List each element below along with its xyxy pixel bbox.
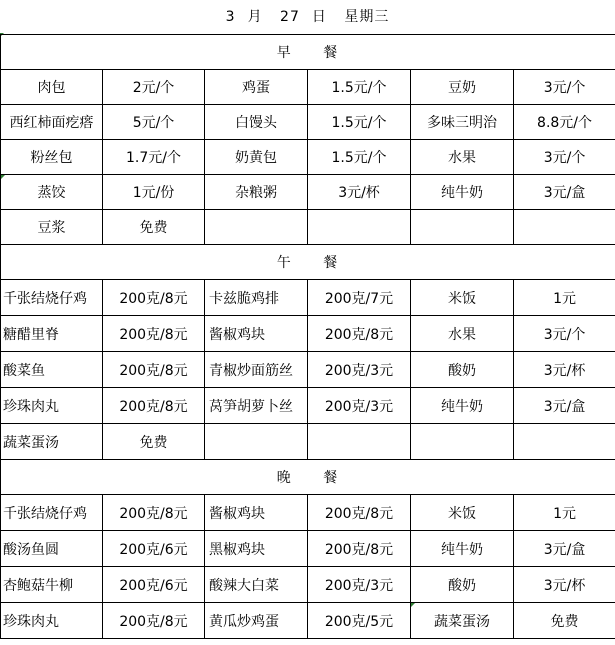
- dish-price: 3元/盒: [514, 388, 615, 424]
- dish-price: [514, 210, 615, 245]
- lunch-title: 午 餐: [1, 245, 615, 280]
- dish-price: [308, 210, 411, 245]
- menu-table: [0, 34, 615, 639]
- dish-name: 肉包: [1, 70, 103, 105]
- table-row: [1, 531, 615, 567]
- date-day-unit: 日: [311, 9, 327, 25]
- dish-price: 5元/个: [103, 105, 205, 140]
- cell-marker-icon: [1, 175, 5, 179]
- dish-name: 米饭: [411, 495, 514, 531]
- dish-price: 200克/8元: [103, 495, 205, 531]
- dish-name: 酸菜鱼: [1, 352, 103, 388]
- cell-marker-icon: [411, 603, 415, 607]
- dish-name: 酱椒鸡块: [205, 316, 308, 352]
- dish-price: 免费: [103, 210, 205, 245]
- dish-price: 3元/盒: [514, 175, 615, 210]
- lunch-header-row: [1, 245, 615, 280]
- dish-name: 鸡蛋: [205, 70, 308, 105]
- table-row: [1, 70, 615, 105]
- dish-price: 200克/3元: [308, 352, 411, 388]
- dish-name: 千张结烧仔鸡: [1, 495, 103, 531]
- dish-price: 3元/杯: [514, 567, 615, 603]
- dish-price: 200克/8元: [103, 352, 205, 388]
- dish-name: 酱椒鸡块: [205, 495, 308, 531]
- dish-name: 西红柿面疙瘩: [1, 105, 103, 140]
- dish-price: 200克/8元: [103, 388, 205, 424]
- dish-name: 白馒头: [205, 105, 308, 140]
- table-row: [1, 603, 615, 639]
- dish-price: 200克/7元: [308, 280, 411, 316]
- dish-name: 豆奶: [411, 70, 514, 105]
- dish-name: 米饭: [411, 280, 514, 316]
- table-row: [1, 352, 615, 388]
- dish-name: 酸奶: [411, 567, 514, 603]
- dish-price: 200克/8元: [308, 495, 411, 531]
- dinner-header-row: [1, 460, 615, 495]
- dish-price: 200克/8元: [103, 280, 205, 316]
- dish-name: 珍珠肉丸: [1, 388, 103, 424]
- dish-price: 1.5元/个: [308, 140, 411, 175]
- dish-name: 黑椒鸡块: [205, 531, 308, 567]
- breakfast-header-row: [1, 35, 615, 70]
- table-row: [1, 424, 615, 460]
- dish-price: 3元/盒: [514, 531, 615, 567]
- dish-name: 水果: [411, 316, 514, 352]
- dish-price: 200克/3元: [308, 567, 411, 603]
- dish-name: 多味三明治: [411, 105, 514, 140]
- dish-name: [411, 210, 514, 245]
- dish-price: 免费: [103, 424, 205, 460]
- dish-price: 免费: [514, 603, 615, 639]
- dish-name: 青椒炒面筋丝: [205, 352, 308, 388]
- dish-name: [411, 424, 514, 460]
- dish-name: 粉丝包: [1, 140, 103, 175]
- dish-price: 1元: [514, 495, 615, 531]
- dish-price: 200克/8元: [308, 316, 411, 352]
- breakfast-title: 早 餐: [1, 35, 615, 70]
- dish-name: 纯牛奶: [411, 388, 514, 424]
- dish-price: 200克/8元: [103, 603, 205, 639]
- date-month: 3: [225, 9, 236, 25]
- dish-price: 1元: [514, 280, 615, 316]
- dish-price: 200克/8元: [103, 316, 205, 352]
- date-weekday: 星期三: [344, 9, 390, 25]
- date-month-unit: 月: [247, 9, 263, 25]
- dish-price: 200克/6元: [103, 531, 205, 567]
- table-row: [1, 140, 615, 175]
- dish-price: 3元/杯: [308, 175, 411, 210]
- table-row: [1, 175, 615, 210]
- dish-name: 杏鲍菇牛柳: [1, 567, 103, 603]
- dish-name: 蔬菜蛋汤: [1, 424, 103, 460]
- dish-name: 豆浆: [1, 210, 103, 245]
- dish-name: 糖醋里脊: [1, 316, 103, 352]
- dish-name: 水果: [411, 140, 514, 175]
- dish-price: 1元/份: [103, 175, 205, 210]
- table-row: [1, 495, 615, 531]
- dish-name: 蒸饺: [1, 175, 103, 210]
- dish-price: 3元/个: [514, 316, 615, 352]
- dish-price: [514, 424, 615, 460]
- dish-name: 卡兹脆鸡排: [205, 280, 308, 316]
- dish-name: 黄瓜炒鸡蛋: [205, 603, 308, 639]
- dish-price: 3元/杯: [514, 352, 615, 388]
- date-day: 27: [280, 9, 300, 25]
- dish-price: 8.8元/个: [514, 105, 615, 140]
- dish-name: 酸汤鱼圆: [1, 531, 103, 567]
- dish-price: 200克/6元: [103, 567, 205, 603]
- table-row: [1, 388, 615, 424]
- dish-price: 3元/个: [514, 70, 615, 105]
- dish-name: 蔬菜蛋汤: [411, 603, 514, 639]
- table-row: [1, 316, 615, 352]
- dish-name: [205, 210, 308, 245]
- dish-name: 杂粮粥: [205, 175, 308, 210]
- menu-body: [1, 35, 615, 639]
- dish-name: [205, 424, 308, 460]
- dish-price: 1.5元/个: [308, 105, 411, 140]
- dish-price: 200克/8元: [308, 531, 411, 567]
- dish-price: 2元/个: [103, 70, 205, 105]
- dish-name: 奶黄包: [205, 140, 308, 175]
- dish-price: 1.7元/个: [103, 140, 205, 175]
- table-row: [1, 105, 615, 140]
- dish-name: 莴笋胡萝卜丝: [205, 388, 308, 424]
- menu-date: [0, 0, 615, 34]
- dish-name: 珍珠肉丸: [1, 603, 103, 639]
- table-row: [1, 567, 615, 603]
- dish-price: 3元/个: [514, 140, 615, 175]
- dish-name: 纯牛奶: [411, 531, 514, 567]
- dish-name: 千张结烧仔鸡: [1, 280, 103, 316]
- dish-name: 酸辣大白菜: [205, 567, 308, 603]
- dish-name: 酸奶: [411, 352, 514, 388]
- table-row: [1, 210, 615, 245]
- dinner-title: 晚 餐: [1, 460, 615, 495]
- dish-name: 纯牛奶: [411, 175, 514, 210]
- table-row: [1, 280, 615, 316]
- dish-price: 1.5元/个: [308, 70, 411, 105]
- dish-price: 200克/5元: [308, 603, 411, 639]
- dish-price: [308, 424, 411, 460]
- dish-price: 200克/3元: [308, 388, 411, 424]
